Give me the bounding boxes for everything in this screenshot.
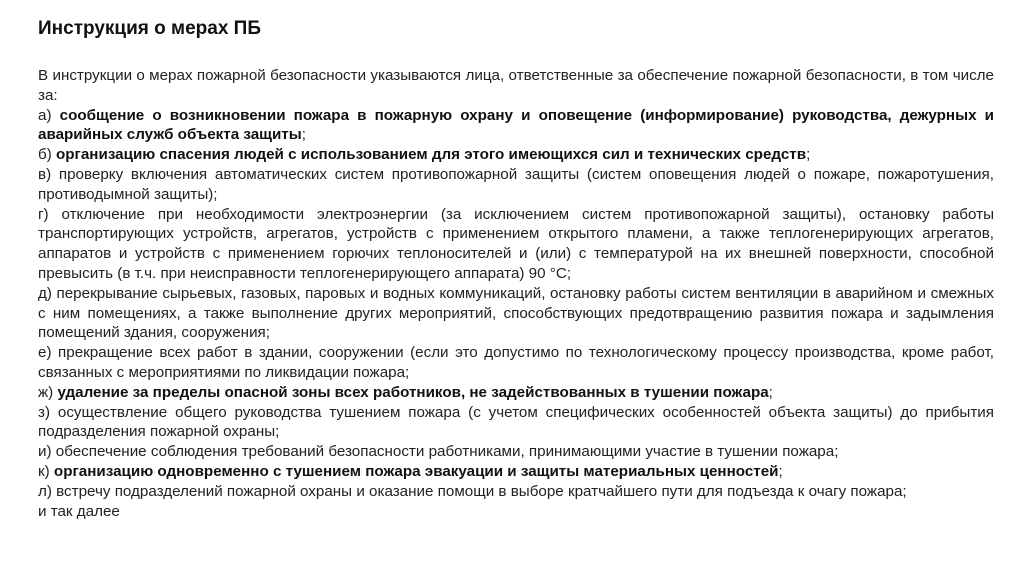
intro-paragraph: В инструкции о мерах пожарной безопасности указываются лица, ответственные за обеспечение пожарной безопасности, в том числе за:: [38, 67, 994, 104]
item-k-prefix: к): [38, 462, 54, 480]
list-item-b: [38, 145, 994, 165]
list-item-d: д) перекрывание сырьевых, газовых, паровых и водных коммуникаций, остановку работы систем вентиляции в аварийном и смежных с ним помещениях, а также выполнение других мероприятий, способствующих предотвращению развития пожара и задымления помещений здания, сооружения;: [38, 284, 994, 342]
item-a-prefix: а): [38, 106, 60, 124]
item-zh-bold-text: удаление за пределы опасной зоны всех работников, не задействованных в тушении пожара: [57, 383, 769, 401]
item-zh-prefix: ж): [38, 383, 58, 401]
list-item-i: и) обеспечение соблюдения требований безопасности работниками, принимающими участие в тушении пожара;: [38, 443, 839, 461]
item-k-bold-text: организацию одновременно с тушением пожара эвакуации и защиты материальных ценностей: [53, 462, 779, 480]
list-item-z: з) осуществление общего руководства тушением пожара (с учетом специфических особенностей объекта защиты) до прибытия подразделения пожарной охраны;: [38, 403, 994, 441]
item-b-bold-text: организацию спасения людей с использованием для этого имеющихся сил и технических средств: [55, 146, 807, 164]
list-item-k: [38, 462, 994, 482]
closing-line: и так далее: [38, 502, 120, 520]
item-k-suffix: ;: [778, 462, 783, 480]
slide-title: Инструкция о мерах ПБ: [38, 18, 261, 39]
list-item-zh: [38, 383, 994, 403]
list-item-a: [38, 106, 994, 146]
item-a-bold-text: сообщение о возникновении пожара в пожарную охрану и оповещение (информирование) руководства, дежурных и аварийных служб объекта защиты: [38, 106, 994, 144]
item-b-prefix: б): [38, 146, 56, 164]
item-a-suffix: ;: [301, 126, 306, 144]
instruction-body: [38, 66, 994, 521]
item-zh-suffix: ;: [768, 383, 773, 401]
list-item-e: е) прекращение всех работ в здании, сооружении (если это допустимо по технологическому процессу производства, кроме работ, связанных с мероприятиями по ликвидации пожара;: [38, 344, 994, 381]
list-item-l: л) встречу подразделений пожарной охраны и оказание помощи в выборе кратчайшего пути для подъезда к очагу пожара;: [38, 482, 907, 500]
list-item-g: г) отключение при необходимости электроэнергии (за исключением систем противопожарной защиты), остановку работы транспортирующих устройств, агрегатов, устройств с применением открытого пламени, а также теплогенерирующих агрегатов, аппаратов и устройств с применением горючих теплоносителей и (или) с температурой на их внешней поверхности, способной превысить (в т.ч. при неисправности теплогенерирующего аппарата) 90 °С;: [38, 205, 994, 282]
item-b-suffix: ;: [806, 146, 811, 164]
list-item-v: в) проверку включения автоматических систем противопожарной защиты (систем оповещения людей о пожаре, пожаротушения, противодымной защиты);: [38, 165, 994, 203]
